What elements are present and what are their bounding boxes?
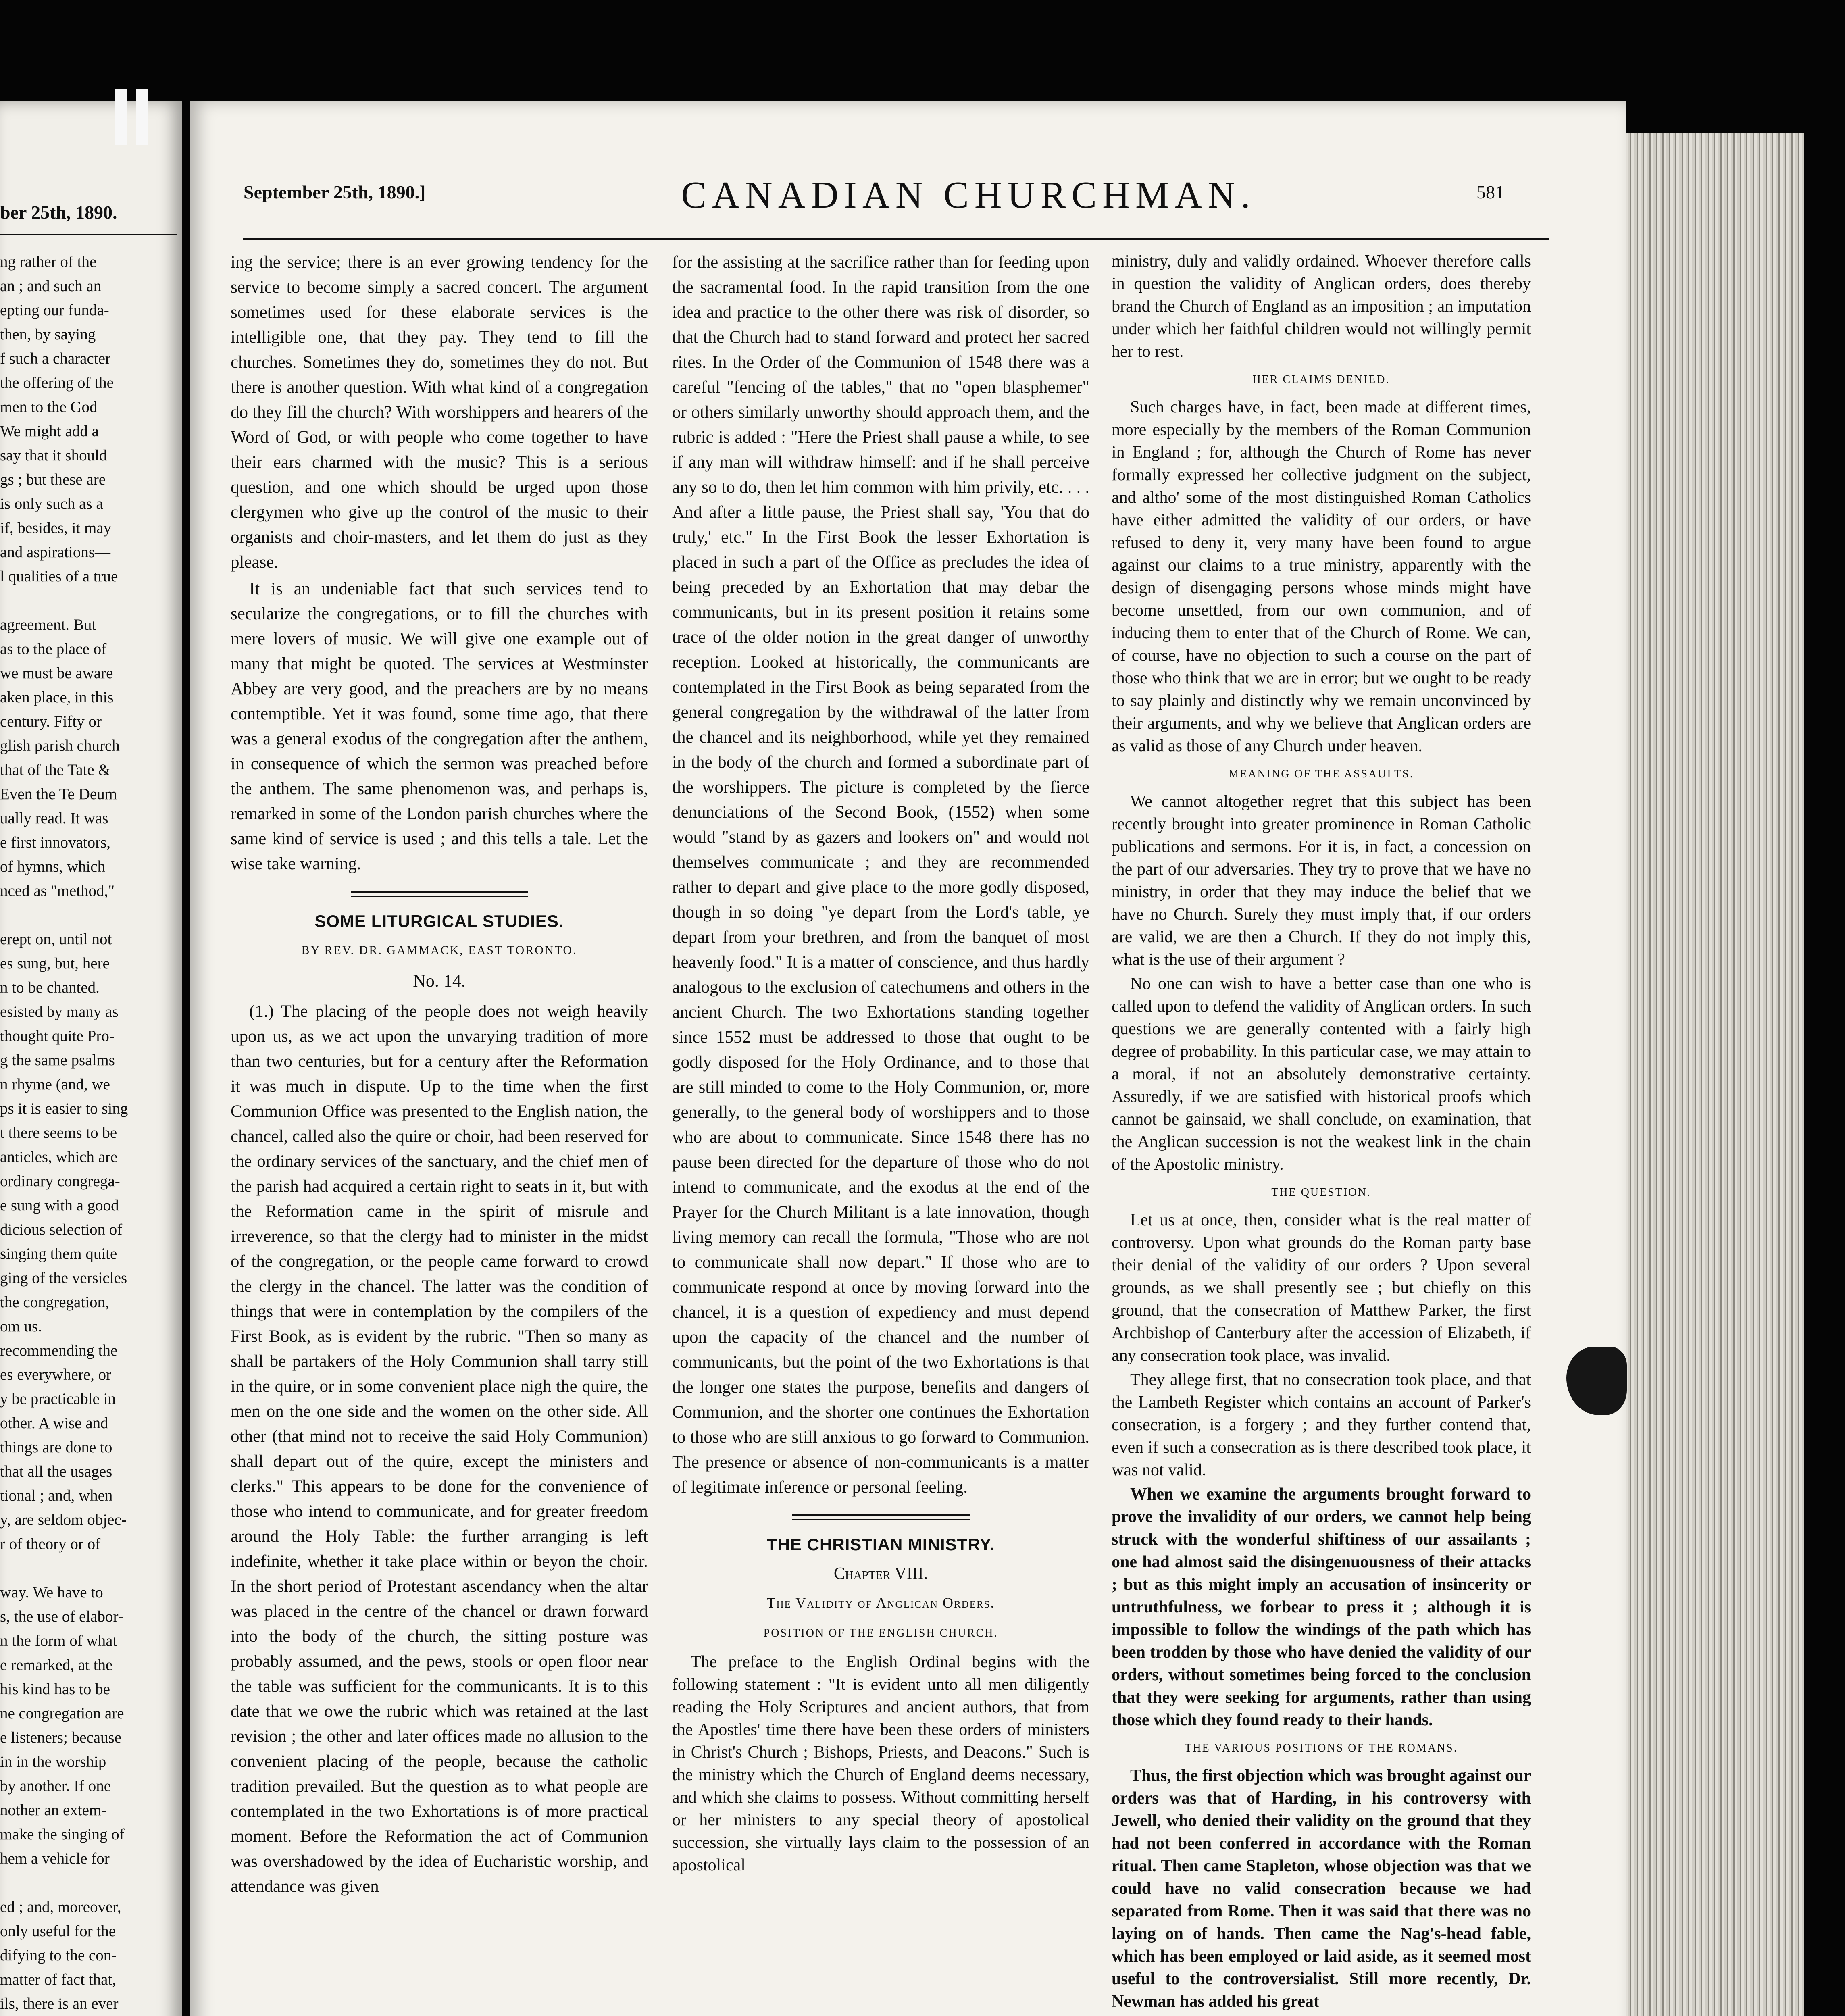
left-page-line: n rhyme (and, we (0, 1076, 110, 1093)
issue-date: September 25th, 1890.] (244, 182, 426, 202)
newspaper-page (190, 101, 1626, 2016)
left-page-line (0, 903, 177, 927)
paragraph: ing the service; there is an ever growing tendency for the service to become simply a sacred concert. The argument sometimes used for these elaborate services is the intelligible one, that they pay. They tend to fill the churches. Sometimes they do, sometimes they do not. But there is another question. With what kind of a congregation do they fill the church? With worshippers and hearers of the Word of God, or with people who come together to have their ears charmed with the music? This is a serious question, and one which should be urged upon those clergymen who give up the control of the music to their organists and choir-masters, and let them do just as they please. (231, 253, 648, 572)
left-page-line: hem a vehicle for (0, 1850, 110, 1867)
left-page-line: y, are seldom objec- (0, 1511, 127, 1529)
left-page-line: an ; and such an (0, 277, 102, 295)
left-page-column (0, 250, 177, 2016)
left-page-line: ually read. It was (0, 810, 108, 827)
left-page-line: other. A wise and (0, 1414, 108, 1432)
paragraph: They allege first, that no consecration took place, and that the Lambeth Register which contains an account of Parker's consecration, is a forgery ; and they further contend that, even if such a consecration as is there described took place, it was not valid. (1112, 1370, 1531, 1479)
left-page-line: then, by saying (0, 326, 96, 343)
left-page-line: e listeners; because (0, 1729, 122, 1746)
left-page-line: ps it is easier to sing (0, 1100, 128, 1117)
header-rule (243, 238, 1549, 240)
left-page-line: e sung with a good (0, 1197, 119, 1214)
masthead-title: CANADIAN CHURCHMAN. (681, 174, 1256, 216)
left-page-line: n the form of what (0, 1632, 117, 1649)
left-page-line: as to the place of (0, 640, 107, 658)
left-page-line: r of theory or of (0, 1535, 101, 1553)
left-page-line: y be practicable in (0, 1390, 116, 1408)
left-page-line: aken place, in this (0, 689, 114, 706)
column-2 (672, 250, 1089, 1878)
article-subtitle: The Validity of Anglican Orders. (766, 1595, 995, 1611)
left-page-line: ging of the versicles (0, 1269, 127, 1287)
left-page-rule (0, 234, 177, 235)
left-page-line: ne congregation are (0, 1705, 124, 1722)
left-page-line: things are done to (0, 1439, 112, 1456)
left-page-line: difying to the con- (0, 1947, 117, 1964)
left-page-line: men to the God (0, 398, 98, 416)
article-title: SOME LITURGICAL STUDIES. (314, 912, 564, 931)
left-page-line (0, 1871, 177, 1895)
left-page-line: epting our funda- (0, 302, 109, 319)
left-facing-page (0, 101, 182, 2016)
left-page-line: is only such as a (0, 495, 103, 512)
left-page-line: We might add a (0, 423, 99, 440)
left-page-line: that all the usages (0, 1463, 112, 1480)
left-page-line: matter of fact that, (0, 1971, 117, 1988)
page-header (190, 173, 1626, 222)
left-page-line: g the same psalms (0, 1052, 115, 1069)
left-page-header: ber 25th, 1890. (0, 202, 117, 223)
left-page-line: t there seems to be (0, 1124, 117, 1141)
chapter-heading: Chapter VIII. (833, 1564, 928, 1583)
section-divider (792, 1514, 970, 1520)
left-page-line: erept on, until not (0, 931, 112, 948)
page-number: 581 (1476, 182, 1504, 202)
article-byline: BY REV. DR. GAMMACK, EAST TORONTO. (301, 943, 577, 957)
left-page-line (0, 589, 177, 613)
paragraph: Thus, the first objection which was brought against our orders was that of Harding, in his controversy with Jewell, who denied their validity on the ground that they had not been conferred in accordance with the Roman ritual. Then came Stapleton, whose objection was that we could have no valid consecration because we had separated from Rome. Then it was said that there was no laying on of hands. Then came the Nag's-head fable, which has been employed or laid aside, as it seemed most useful to the controversialist. Still more recently, Dr. Newman has added his great (1112, 1766, 1531, 2011)
left-page-line: om us. (0, 1318, 42, 1335)
left-page-line: if, besides, it may (0, 519, 112, 537)
left-page-line: f such a character (0, 350, 110, 367)
left-page-line: ng rather of the (0, 253, 97, 271)
left-page-line: of hymns, which (0, 858, 106, 875)
article-number: No. 14. (413, 971, 466, 991)
left-page-line: make the singing of (0, 1826, 125, 1843)
left-page-line: way. We have to (0, 1584, 103, 1601)
left-page-line: dicious selection of (0, 1221, 123, 1238)
left-page-line: agreement. But (0, 616, 96, 633)
binding-mark-top (115, 89, 150, 145)
left-page-line: esisted by many as (0, 1003, 119, 1020)
section-divider (351, 891, 528, 897)
left-page-line: the congregation, (0, 1293, 109, 1311)
section-heading: HER CLAIMS DENIED. (1252, 373, 1390, 386)
section-heading: THE VARIOUS POSITIONS OF THE ROMANS. (1185, 1742, 1458, 1754)
section-heading: MEANING OF THE ASSAULTS. (1229, 768, 1414, 780)
left-page-line: only useful for the (0, 1922, 116, 1940)
left-page-line: his kind has to be (0, 1681, 110, 1698)
paragraph: for the assisting at the sacrifice rather than for feeding upon the sacramental food. In the rapid transition from the one idea and practice to the other there was risk of disorder, so that the Church had to stand forward and protect her sacred rites. In the Order of the Communion of 1548 there was a careful "fencing of the tables," that no "open blasphemer" or others similarly unworthy should approach them, and the rubric is added : "Here the Priest shall pause a while, to see if any man will withdraw himself: and if he shall perceive any so to do, then let him common with him privily, etc. . . . And after a little pause, the Priest shall say, 'You that do truly,' etc." In the First Book the lesser Exhortation is placed in such a part of the Office as precludes the idea of being preceded by an Exhortation that may debar the communicants, but in its present position it retains some trace of the older notion in the great danger of unworthy reception. Looked at historically, the communicants are contemplated in the First Book as being separated from the general congregation by the withdrawal of the latter from the chancel and its neighborhood, while yet they remained in the body of the church and formed a subordinate part of the worshippers. The picture is completed by the fierce denunciations of the Second Book, (1552) when some would "stand by as gazers and lookers on" and would not themselves communicate ; and they are recommended rather to depart and give place to the more godly disposed, though in so doing "ye depart from the Lord's table, ye depart from your brethren, and from the banquet of most heavenly food." It is a matter of conscience, and thus hardly analogous to the exclusion of catechumens and others in the ancient Church. The two Exhortations standing together since 1552 must be addressed to those that ought to be godly disposed for the Holy Ordinance, and to those that are still minded to come to the Holy Communion, or, more generally, to the general body of worshippers and to those who are about to communicate. Since 1548 there has no pause been directed for the departure of those who do not intend to communicate, and the exodus at the end of the Prayer for the Church Militant is a late innovation, though living memory can recall the formula, "Those who are not to communicate shall now depart." If those who are to communicate respond at once by moving forward into the chancel, it is a question of expediency and must depend upon the capacity of the chancel and the number of communicants, but the point of the two Exhortations is that the longer one states the purpose, benefits and dangers of Communion, and the shorter one continues the Exhortation to those who are still anxious to go forward to Communion. The presence or absence of non-communicants is a matter of legitimate inference or personal feeling. (672, 253, 1089, 1497)
article-title: THE CHRISTIAN MINISTRY. (766, 1535, 995, 1554)
paragraph: It is an undeniable fact that such services tend to secularize the congregations, or to fill the churches with mere lovers of music. We will give one example out of many that might be quoted. The services at Westminster Abbey are very good, and the preachers are by no means contemptible. Yet it was found, some time ago, that there was a general exodus of the congregation after the anthem, in consequence of which the sermon was preached before the anthem. The same phenomenon was, and perhaps is, remarked in some of the London parish churches where the same kind of service is used ; and this tells a tale. Let the wise take warning. (231, 579, 648, 873)
paragraph: We cannot altogether regret that this subject has been recently brought into greater prominence in Roman Catholic publications and sermons. For it is, in fact, a concession on the part of our adversaries. They try to prove that we have no ministry, in order that they may induce the belief that we have no Church. Surely they must imply that, if our orders are valid, we are then a Church. If they do not imply this, what is the use of their argument ? (1112, 792, 1531, 969)
left-page-line: say that it should (0, 447, 107, 464)
paragraph: (1.) The placing of the people does not weigh heavily upon us, as we act upon the unvarying tradition of more than two centuries, but for a century after the Reformation it was much in dispute. Up to the time when the first Communion Office was presented to the English nation, the chancel, called also the quire or choir, had been reserved for the ordinary services of the sanctuary, and the chief men of the parish had acquired a certain right to seats in it, but with the Reformation came in the spirit of misrule and irreverence, so that the clergy had to minister in the midst of the congregation, or the people came forward to crowd the clergy in the chancel. The latter was the condition of things that were in contemplation by the compilers of the First Book, as is evident by the rubric. "Then so many as shall be partakers of the Holy Communion shall tarry still in the quire, or in some convenient place nigh the quire, the men on the one side and the women on the other side. All other (that mind not to receive the said Holy Communion) shall depart out of the quire, except the ministers and clerks." This appears to be done for the convenience of those who intend to communicate, and for greater freedom around the Holy Table: the further arranging is left indefinite, whether it take place within or beyon the choir. In the short period of Protestant ascendancy when the altar was placed in the centre of the chancel or drawn forward into the body of the church, the sitting posture was probably assumed, and the pews, stools or open floor near the table was sufficient for the communicants. It is to this date that we owe the rubric which was retained at the last revision ; the other and later offices made no allusion to the convenient placing of the people, because the catholic tradition prevailed. But the question as to what people are contemplated in the two Exhortations is of more practical moment. Before the Reformation the act of Communion was overshadowed by the idea of Eucharistic worship, and attendance was given (231, 1002, 648, 1896)
left-page-line: n to be chanted. (0, 979, 100, 996)
column-3 (1112, 250, 1531, 2014)
section-heading: THE QUESTION. (1271, 1186, 1371, 1199)
left-page-line: es sung, but, here (0, 955, 110, 972)
paragraph: The preface to the English Ordinal begins with the following statement : "It is evident unto all men diligently reading the Holy Scriptures and ancient authors, that from the Apostles' time there have been these orders of ministers in Christ's Church ; Bishops, Priests, and Deacons." Such is the ministry which the Church of England deems necessary, and which she claims to possess. Without committing herself or her ministers to any special theory of apostolical succession, she virtually lays claim to the possession of an apostolical (672, 1653, 1089, 1874)
left-page-line: s, the use of elabor- (0, 1608, 123, 1625)
left-page-line: ils, there is an ever (0, 1995, 119, 2012)
left-page-line: nced as "method," (0, 882, 115, 900)
left-page-line: we must be aware (0, 664, 113, 682)
left-page-line: century. Fifty or (0, 713, 102, 730)
paragraph: Let us at once, then, consider what is the real matter of controversy. Upon what grounds do the Roman party base their denial of the validity of our orders ? Upon several grounds, as we shall presently see ; but chiefly on this ground, that the consecration of Matthew Parker, the first Archbishop of Canterbury after the accession of Elizabeth, if any consecration took place, was invalid. (1112, 1211, 1531, 1365)
left-page-line: nother an extem- (0, 1801, 107, 1819)
left-page-line: thought quite Pro- (0, 1027, 115, 1045)
left-page-line: recommending the (0, 1342, 118, 1359)
paragraph: No one can wish to have a better case than one who is called upon to defend the validity of Anglican orders. In such questions we are generally contented with a fairly high degree of probability. In this particular case, we may attain to a moral, if not an absolutely demonstrative certainty. Assuredly, if we are satisfied with historical proofs which cannot be gainsaid, we shall conclude, on examination, that the Anglican succession is not the weakest link in the chain of the Apostolic ministry. (1112, 975, 1531, 1174)
page-edge (1615, 133, 1804, 2016)
left-page-line: e remarked, at the (0, 1656, 113, 1674)
left-page-line: l qualities of a true (0, 568, 118, 585)
left-page-line: gs ; but these are (0, 471, 106, 488)
left-page-line: the offering of the (0, 374, 114, 392)
left-page-line: es everywhere, or (0, 1366, 112, 1383)
left-page-line: singing them quite (0, 1245, 117, 1262)
left-page-line: ordinary congrega- (0, 1173, 120, 1190)
left-page-line: ed ; and, moreover, (0, 1898, 121, 1916)
section-heading: POSITION OF THE ENGLISH CHURCH. (763, 1627, 998, 1639)
left-page-line: glish parish church (0, 737, 120, 754)
column-1 (231, 250, 648, 1901)
paragraph: ministry, duly and validly ordained. Whoever therefore calls in question the validity of Anglican orders, does thereby brand the Church of England as an imposition ; an imputation under which her faithful children would not willingly permit her to rest. (1112, 252, 1531, 361)
left-page-line: anticles, which are (0, 1148, 118, 1166)
left-page-line: in in the worship (0, 1753, 106, 1770)
left-page-line: e first innovators, (0, 834, 111, 851)
left-page-line (0, 1556, 177, 1581)
paragraph: Such charges have, in fact, been made at different times, more especially by the members of the Roman Communion in England ; for, although the Church of Rome has never formally expressed her collective judgment on the subject, and altho' some of the most distinguished Roman Catholics have either admitted the validity of our orders, or have refused to deny it, very many have been found to argue against our claims to a true ministry, apparently with the design of disengaging persons whose minds might have become unsettled, from our own communion, and of inducing them to enter that of the Church of Rome. We can, of course, have no objection to such a course on the part of those who think that we are in error; but we ought to be ready to say plainly and distinctly why we remain unconvinced by their arguments, and why we believe that Anglican orders are as valid as those of any Church under heaven. (1112, 398, 1531, 755)
left-page-line: tional ; and, when (0, 1487, 113, 1504)
left-page-line: and aspirations— (0, 544, 111, 561)
left-page-line: by another. If one (0, 1777, 111, 1795)
paragraph: When we examine the arguments brought forward to prove the invalidity of our orders, we cannot help being struck with the wonderful shiftiness of our assailants ; one had almost said the disingenuousness of their attacks ; but as this might imply an accusation of insincerity or untruthfulness, we forbear to press it ; although it is impossible to follow the windings of the path which has been trodden by those who have denied the validity of our orders, without sometimes being forced to the conclusion that they were seeking for arguments, rather than using those which they found ready to their hands. (1112, 1485, 1531, 1729)
left-page-line: Even the Te Deum (0, 785, 117, 803)
left-page-line: that of the Tate & (0, 761, 110, 779)
